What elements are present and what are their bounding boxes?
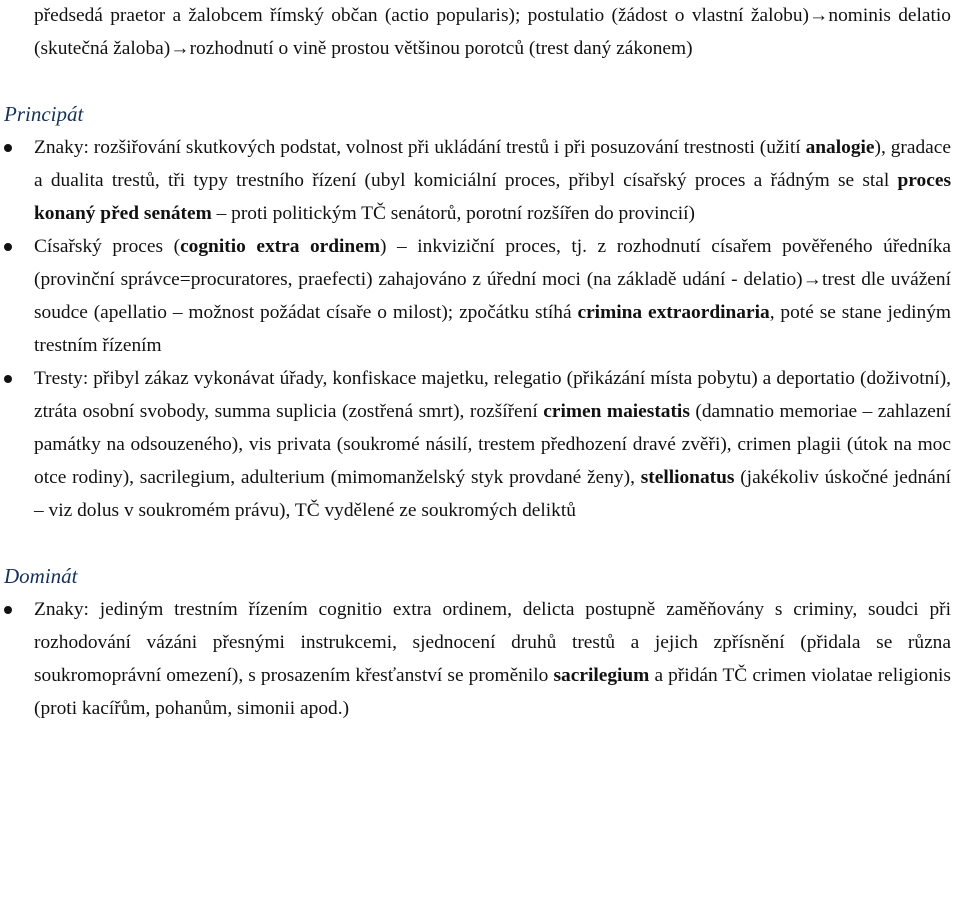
intro-paragraph bbox=[34, 0, 951, 65]
bullet-icon bbox=[4, 243, 12, 251]
item-text: (damnatio memoriae – zahlazení památky na odsouzeného), vis privata (soukromé násilí, trestem předhození dravé zvěři), crimen plagii (útok na moc otce rodiny), sacrilegium, adulterium (mimomanželský styk provdané ženy), bbox=[34, 401, 951, 488]
intro-text-3: rozhodnutí o vině prostou většinou porotců (trest daný zákonem) bbox=[189, 38, 693, 59]
bullet-icon bbox=[4, 375, 12, 383]
intro-text-1: předsedá praetor a žalobcem římský občan (actio popularis); postulatio (žádost o vlastní žalobu) bbox=[34, 5, 810, 26]
dominat-list bbox=[34, 593, 951, 725]
item-text: Znaky: rozšiřování skutkových podstat, volnost při ukládání trestů i při posuzování trestnosti (užití bbox=[34, 137, 806, 158]
principat-list bbox=[34, 131, 951, 527]
item-text: ), gradace a dualita trestů, tři typy trestního řízení (ubyl komiciální proces, přibyl císařský proces a řádným se stal bbox=[34, 137, 951, 191]
item-text: a přidán TČ crimen violatae religionis (proti kacířům, pohanům, simonii apod.) bbox=[34, 665, 951, 719]
item-text: ) – inkviziční proces, tj. z rozhodnutí císařem pověřeného úředníka (provinční správce=procuratores, praefecti) zahajováno z úřední moci (na základě udání - delatio) bbox=[34, 236, 951, 290]
arrow-symbol: → bbox=[809, 5, 829, 26]
principat-heading: Principát bbox=[4, 102, 84, 126]
item-bold-text: analogie bbox=[805, 137, 875, 158]
principat-item-tresty bbox=[34, 362, 951, 527]
item-bold-text: stellionatus bbox=[640, 467, 735, 488]
item-text: Tresty: přibyl zákaz vykonávat úřady, konfiskace majetku, relegatio (přikázání místa pobytu) a deportatio (doživotní), ztráta osobní svobody, summa suplicia (zostřená smrt), rozšíření bbox=[34, 368, 951, 422]
bullet-icon bbox=[4, 144, 12, 152]
item-text: – proti politickým TČ senátorů, porotní rozšířen do provincií) bbox=[211, 203, 696, 224]
item-bold-text: cognitio extra ordinem bbox=[180, 236, 380, 257]
principat-item-cisarsky-proces bbox=[34, 230, 951, 362]
dominat-heading: Dominát bbox=[4, 564, 78, 588]
arrow-symbol: → bbox=[802, 269, 823, 290]
item-text: (jakékoliv úskočné jednání – viz dolus v soukromém právu), TČ vydělené ze soukromých deliktů bbox=[34, 467, 951, 521]
intro-text-2: nominis delatio (skutečná žaloba) bbox=[34, 5, 951, 59]
item-bold-text: proces konaný před senátem bbox=[34, 170, 951, 224]
item-bold-text: crimen maiestatis bbox=[543, 401, 690, 422]
item-bold-text: crimina extraordinaria bbox=[577, 302, 770, 323]
principat-item-znaky bbox=[34, 131, 951, 230]
item-text: trest dle uvážení soudce (apellatio – možnost požádat císaře o milost); zpočátku stíhá bbox=[34, 269, 951, 323]
item-text: Znaky: jediným trestním řízením cognitio extra ordinem, delicta postupně zaměňovány s criminy, soudci při rozhodování vázáni přesnými instrukcemi, sjednocení druhů trestů a jejich zpřísnění (přidala se různa soukromoprávní omezení), s prosazením křesťanství se proměnilo bbox=[34, 599, 951, 686]
item-bold-text: sacrilegium bbox=[553, 665, 650, 686]
arrow-symbol: → bbox=[170, 38, 190, 59]
bullet-icon bbox=[4, 606, 12, 614]
dominat-item-znaky bbox=[34, 593, 951, 725]
item-text: Císařský proces ( bbox=[34, 236, 181, 257]
item-text: , poté se stane jediným trestním řízením bbox=[34, 302, 952, 356]
